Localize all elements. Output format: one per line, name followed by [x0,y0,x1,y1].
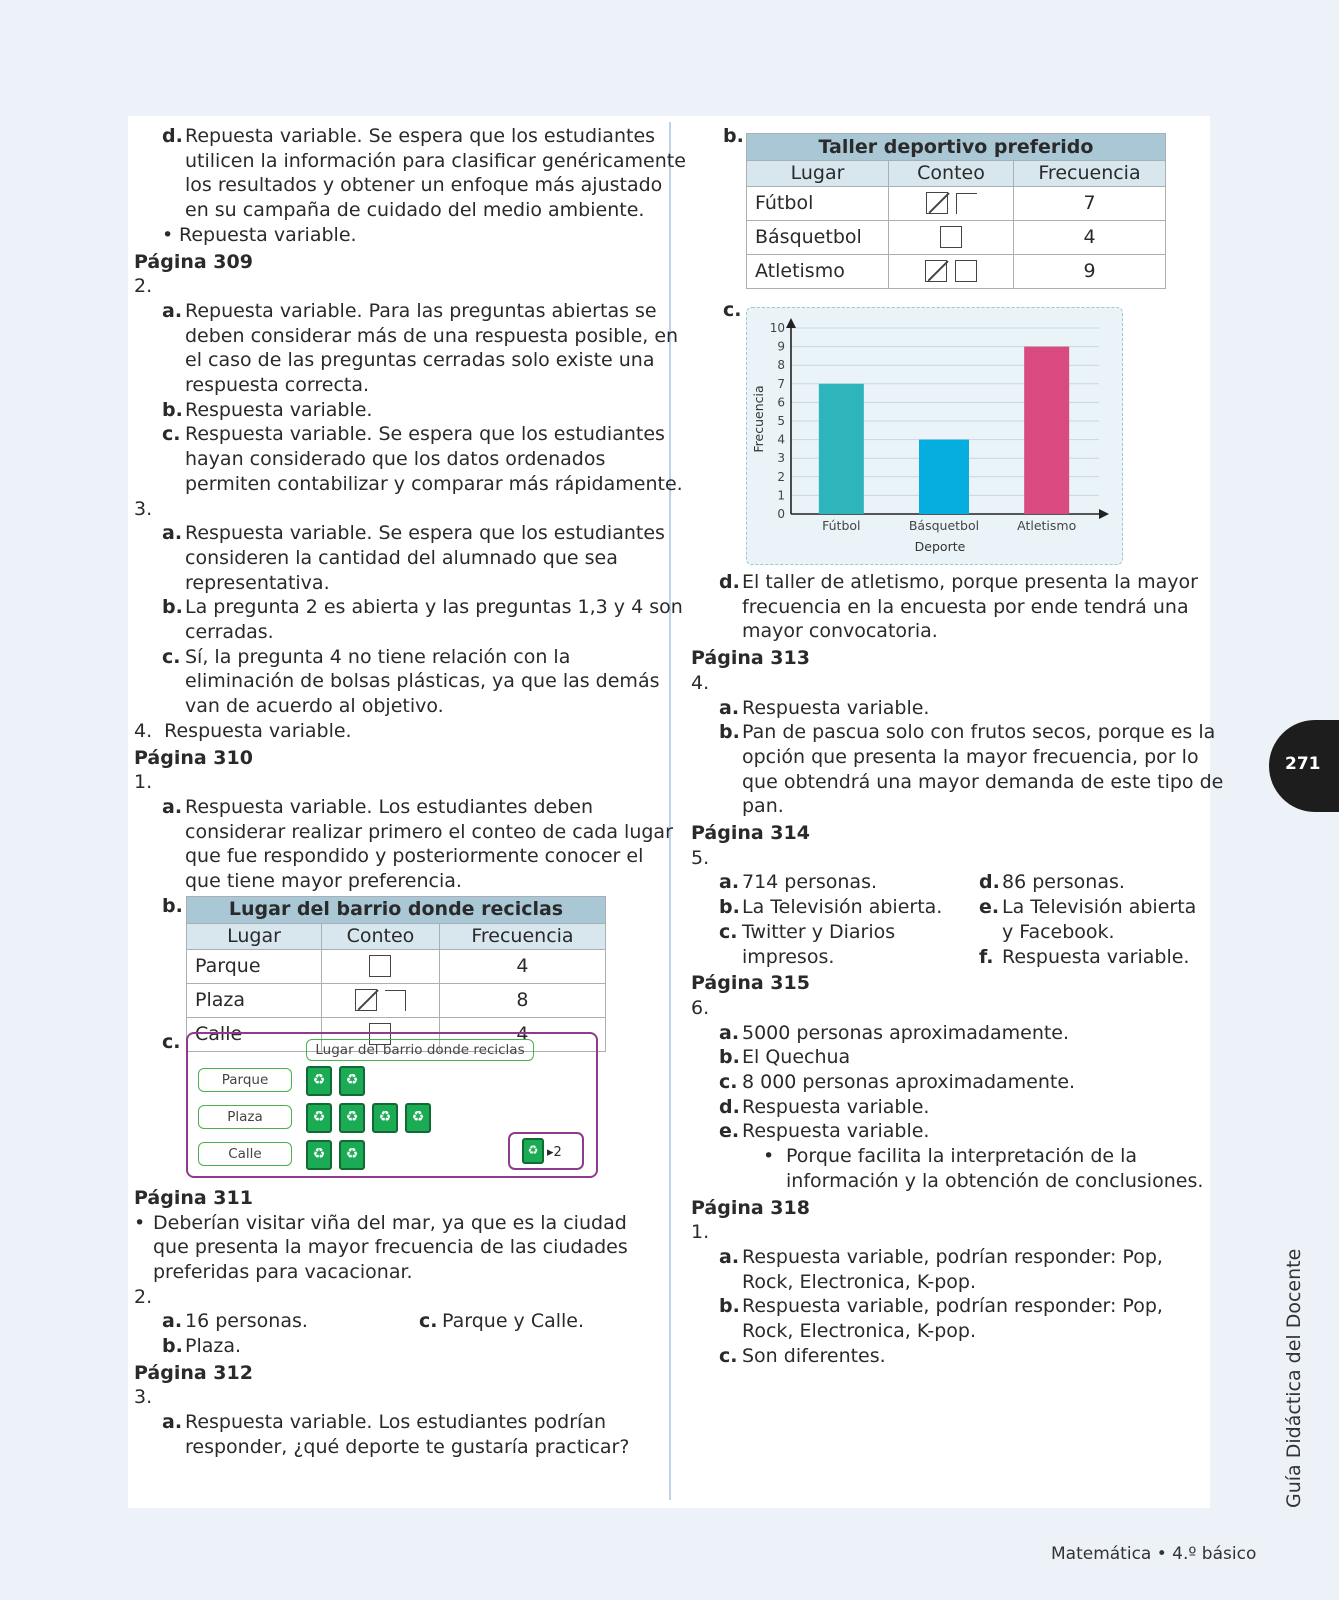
list-item [691,870,1201,895]
section-heading: Página 310 [134,746,253,769]
pictogram-key [508,1132,584,1170]
y-tick-label: 1 [777,488,785,503]
item-text: Repuesta variable. [179,223,357,246]
table1-header: Conteo [322,923,440,949]
bar [1024,347,1069,514]
list-item [691,1144,1201,1169]
y-tick-label: 3 [777,451,785,466]
recycle-bin-icon: ♻ [306,1066,332,1096]
table-row [187,949,606,983]
recycle-bin-icon: ♻ [306,1140,332,1170]
table1-freq: 4 [439,1017,605,1051]
table1-place: Calle [187,1017,322,1051]
list-item [134,373,654,398]
y-tick-label: 8 [777,358,785,373]
list-item [691,720,1216,745]
tally-box-crossed-icon [355,989,377,1011]
x-axis-label: Deporte [914,539,966,554]
y-tick-label: 7 [777,376,785,391]
list-item [134,398,654,423]
list-item [134,348,654,373]
list-item [134,299,657,324]
item-text: impresos. [742,945,835,968]
section-heading: Página 313 [691,647,810,670]
number-label: 5. [691,846,710,869]
list-item [134,669,660,694]
list-item [134,620,654,645]
list-item [134,546,654,571]
item-text: Respuesta variable. Los estudiantes podrían [185,1411,607,1434]
item-marker: b. [162,1335,183,1358]
list-item [134,1334,654,1359]
item-marker: b. [719,721,740,744]
tally-box-crossed-icon [925,260,947,282]
item-text: preferidas para vacacionar. [153,1260,413,1283]
bar [819,384,864,514]
pictogram-row-label: Plaza [198,1105,292,1129]
question-number [134,770,654,795]
item-text: opción que presenta la mayor frecuencia, por lo [742,745,1199,768]
tally-box-icon [940,226,962,248]
item-text: Rock, Electronica, K-pop. [742,1320,976,1343]
recycle-bin-icon: ♻ [372,1103,398,1133]
item-marker: c. [719,1071,738,1094]
number-label: 3. [134,1386,153,1409]
item-text: pan. [742,795,784,818]
list-item [134,694,654,719]
table2-block [691,124,1201,300]
item-text: Son diferentes. [742,1344,886,1367]
list-item [691,770,1224,795]
item-text: hayan considerado que los datos ordenados [185,448,606,471]
item-text: deben considerar más de una respuesta posible, en [185,324,679,347]
number-label: 1. [691,1221,710,1244]
pictogram [186,1032,598,1178]
item-marker: a. [719,871,740,894]
section-heading: Página 311 [134,1186,253,1209]
number-label: 2. [134,275,153,298]
x-tick-label: Fútbol [822,518,861,533]
answer-text: Respuesta variable. [164,719,352,742]
section-heading: Página 314 [691,822,810,845]
item-text: Repuesta variable. Para las preguntas abiertas se [185,299,657,322]
item-marker: a. [162,299,183,322]
number-label: 6. [691,996,710,1019]
table2-marker: b. [723,125,744,147]
list-item-second-column [979,870,1125,895]
item-text: que presenta la mayor frecuencia de las ciudades [153,1236,628,1259]
item-text: 16 personas. [185,1310,308,1333]
question-number [134,1385,654,1410]
item-marker: b. [719,1295,740,1318]
table2-header: Lugar [747,161,889,187]
list-item [691,945,1201,970]
question-number [134,719,654,744]
item-text: frecuencia en la encuesta por ende tendrá una [742,595,1189,618]
list-item [134,869,654,894]
item-text: La pregunta 2 es abierta y las preguntas 1,3 y 4 son [185,596,683,619]
item-marker: d. [979,871,1000,894]
item-text: Plaza. [185,1335,242,1358]
y-tick-label: 10 [769,321,785,335]
table1-freq: 4 [439,949,605,983]
tally-cell [322,949,440,983]
tally-cell [889,220,1014,254]
list-item [691,1045,1201,1070]
list-item [691,696,1201,721]
list-item [691,1294,1201,1319]
list-item [134,472,683,497]
recycle-bin-icon: ♻ [339,1103,365,1133]
question-number [134,274,654,299]
item-marker: a. [719,696,740,719]
item-text: Pan de pascua solo con frutos secos, porque es la [742,721,1216,744]
list-item-second-column [979,920,1115,945]
pictogram-key-value: ▸2 [547,1144,562,1160]
list-item [134,447,654,472]
x-tick-label: Atletismo [1017,518,1077,533]
bar-chart [747,308,1122,564]
item-text: representativa. [185,571,330,594]
question-number [691,846,1201,871]
list-item [134,149,686,174]
list-item [134,844,654,869]
item-marker: a. [162,1411,183,1434]
list-item [691,920,1201,945]
table2 [746,133,1166,289]
item-text: y Facebook. [1002,920,1115,943]
table2-place: Fútbol [747,186,889,220]
item-text: Respuesta variable. [742,696,930,719]
list-item [691,1245,1201,1270]
left-column [134,124,686,1460]
table1-marker: b. [162,894,183,917]
item-marker: • [162,223,174,246]
table-row [747,254,1166,288]
item-text: 5000 personas aproximadamente. [742,1021,1070,1044]
item-marker: c. [162,645,181,668]
item-text: que tiene mayor preferencia. [185,870,462,893]
bar [919,440,969,514]
y-tick-label: 9 [777,339,785,354]
pictogram-block [134,1024,654,1184]
table1-place: Plaza [187,983,322,1017]
table1-place: Parque [187,949,322,983]
list-item [134,1260,654,1285]
number-label: 4. [134,719,153,742]
table2-place: Básquetbol [747,220,889,254]
table-row [747,186,1166,220]
list-item [134,173,663,198]
table-row [187,983,606,1017]
pictogram-marker: c. [162,1030,181,1053]
number-label: 4. [691,671,710,694]
tally-corner-icon [385,990,406,1011]
tally-box-icon [369,955,391,977]
item-text: Respuesta variable, podrían responder: Pop, [742,1245,1163,1268]
list-item [134,820,673,845]
y-tick-label: 5 [777,414,785,428]
table1-freq: 8 [439,983,605,1017]
item-text: 8 000 personas aproximadamente. [742,1071,1076,1094]
right-column [691,124,1224,1369]
table1-block [134,894,654,1045]
list-item [691,1169,1204,1194]
y-tick-label: 2 [777,469,785,484]
item-marker: c. [419,1310,438,1333]
list-item [134,324,679,349]
item-text: El Quechua [742,1046,851,1069]
recycle-bin-icon: ♻ [522,1138,544,1164]
item-marker: f. [979,945,994,968]
list-item [691,1319,1201,1344]
list-item [134,124,654,149]
chart-frame [746,307,1123,565]
table1-title: Lugar del barrio donde reciclas [187,896,606,923]
item-marker: d. [719,571,740,593]
list-item [134,595,683,620]
section-heading: Página 318 [691,1196,810,1219]
tally-cell [322,983,440,1017]
item-marker: a. [162,795,183,818]
recycle-bin-icon: ♻ [306,1103,332,1133]
section-heading: Página 309 [134,250,253,273]
right-text-block [691,570,1224,1369]
list-item [134,198,654,223]
item-text: El taller de atletismo, porque presenta la mayor [742,571,1198,593]
item-marker: a. [162,522,183,545]
list-item [691,1070,1201,1095]
pictogram-row-label: Calle [198,1142,292,1166]
list-item [134,571,654,596]
recycle-bin-icon: ♻ [339,1140,365,1170]
list-item [691,570,1201,595]
item-text: el caso de las preguntas cerradas solo existe una [185,349,655,372]
y-tick-label: 6 [777,395,785,410]
item-text: Respuesta variable. [1002,945,1190,968]
item-text: Respuesta variable. Se espera que los estudiantes [185,522,665,545]
item-marker: e. [979,896,1000,919]
item-text: Rock, Electronica, K-pop. [742,1270,976,1293]
tally-cell [889,254,1014,288]
item-text: Respuesta variable. [742,1095,930,1118]
item-text: en su campaña de cuidado del medio ambiente. [185,199,645,222]
x-tick-label: Básquetbol [908,518,980,533]
list-item [134,795,654,820]
item-text: van de acuerdo al objetivo. [185,695,444,718]
list-item [691,1095,1201,1120]
item-marker: b. [719,1046,740,1069]
item-text: eliminación de bolsas plásticas, ya que las demás [185,670,660,693]
item-text: Respuesta variable. Se espera que los estudiantes [185,423,665,446]
list-item [691,745,1201,770]
list-item-second-column [979,895,1196,920]
list-item [691,1119,1201,1144]
item-marker: d. [719,1095,740,1118]
item-text: Parque y Calle. [442,1310,585,1333]
list-item [134,1309,654,1334]
table2-header: Conteo [889,161,1014,187]
side-title: Guía Didáctica del Docente [1283,1248,1305,1508]
table2-freq: 7 [1014,186,1166,220]
list-item [134,422,665,447]
list-item [691,895,1201,920]
list-item [691,1344,1201,1369]
item-text: mayor convocatoria. [742,620,938,643]
item-text: utilicen la información para clasificar genéricamente [185,149,686,172]
item-marker: • [763,1145,775,1168]
pictogram-row-label: Parque [198,1068,292,1092]
list-item-second-column [419,1309,584,1334]
x-axis-arrow-icon [1099,509,1109,519]
item-text: La Televisión abierta [1002,896,1197,919]
section-heading: Página 315 [691,972,810,995]
section-heading: Página 312 [134,1361,253,1384]
number-label: 2. [134,1285,153,1308]
table2-freq: 9 [1014,254,1166,288]
item-text: considerar realizar primero el conteo de cada lugar [185,820,673,843]
item-marker: a. [719,1245,740,1268]
table1-header: Lugar [187,923,322,949]
item-text: Sí, la pregunta 4 no tiene relación con la [185,645,571,668]
item-text: consideren la cantidad del alumnado que sea [185,546,618,569]
item-text: que obtendrá una mayor demanda de este tipo de [742,770,1224,793]
recycle-bin-icon: ♻ [405,1103,431,1133]
list-item [691,595,1201,620]
tally-cell [889,186,1014,220]
item-marker: e. [719,1120,740,1143]
item-marker: a. [162,1310,183,1333]
page-number-tab [1269,720,1339,812]
item-marker: d. [162,125,183,147]
question-number [691,996,1201,1021]
y-tick-label: 4 [777,432,785,447]
item-marker: c. [719,1344,738,1367]
item-text: Respuesta variable. [742,1120,930,1143]
recycle-bin-icon: ♻ [339,1066,365,1096]
item-marker: b. [162,398,183,421]
list-item-second-column [979,945,1189,970]
item-text: Repuesta variable. Se espera que los estudiantes [185,125,656,147]
table2-title: Taller deportivo preferido [747,134,1166,161]
item-text: Respuesta variable. Los estudiantes deben [185,795,594,818]
item-text: permiten contabilizar y comparar más rápidamente. [185,472,683,495]
y-tick-label: 0 [777,507,785,521]
item-text: La Televisión abierta. [742,896,943,919]
item-text: Porque facilita la interpretación de la [786,1145,1138,1168]
page-number: 271 [1285,754,1321,774]
y-axis-arrow-icon [786,318,796,328]
table-row [747,220,1166,254]
item-text: los resultados y obtener un enfoque más ajustado [185,174,663,197]
item-marker: a. [719,1021,740,1044]
list-item [691,1021,1201,1046]
item-text: 86 personas. [1002,871,1125,894]
table1-header: Frecuencia [439,923,605,949]
list-item [134,1435,654,1460]
footer: Matemática • 4.º básico [1051,1544,1257,1564]
item-marker: b. [719,896,740,919]
item-text: respuesta correcta. [185,374,370,397]
item-text: cerradas. [185,621,274,644]
number-label: 3. [134,497,153,520]
left-text-block-2 [134,1186,654,1460]
item-marker: b. [162,596,183,619]
item-text: que fue respondido y posteriormente conocer el [185,845,644,868]
chart-block [691,300,1201,570]
item-text: 714 personas. [742,871,878,894]
left-text-block [134,124,686,894]
item-text: Twitter y Diarios [742,920,896,943]
table2-place: Atletismo [747,254,889,288]
item-marker: • [134,1211,146,1234]
chart-marker: c. [723,299,742,321]
item-text: Respuesta variable. [185,398,373,421]
item-text: Respuesta variable, podrían responder: Pop, [742,1295,1163,1318]
table2-freq: 4 [1014,220,1166,254]
list-item [134,1235,654,1260]
y-axis-label: Frecuencia [751,385,766,453]
question-number [691,671,1201,696]
item-text: información y la obtención de conclusiones. [786,1169,1204,1192]
list-item [134,645,654,670]
question-number [134,1285,654,1310]
list-item [691,619,1201,644]
list-item [134,223,654,248]
item-text: Deberían visitar viña del mar, ya que es la ciudad [153,1211,627,1234]
item-marker: c. [162,423,181,446]
number-label: 1. [134,771,153,794]
tally-box-crossed-icon [926,192,948,214]
list-item [134,1211,654,1236]
question-number [691,1220,1201,1245]
list-item [134,1410,654,1435]
list-item [134,521,665,546]
table2-header: Frecuencia [1014,161,1166,187]
pictogram-title: Lugar del barrio donde reciclas [306,1039,534,1061]
list-item [691,1270,1201,1295]
tally-corner-icon [956,193,977,214]
list-item [691,794,1201,819]
question-number [134,497,654,522]
item-marker: c. [719,920,738,943]
tally-box-icon [955,260,977,282]
item-text: responder, ¿qué deporte te gustaría practicar? [185,1435,630,1458]
